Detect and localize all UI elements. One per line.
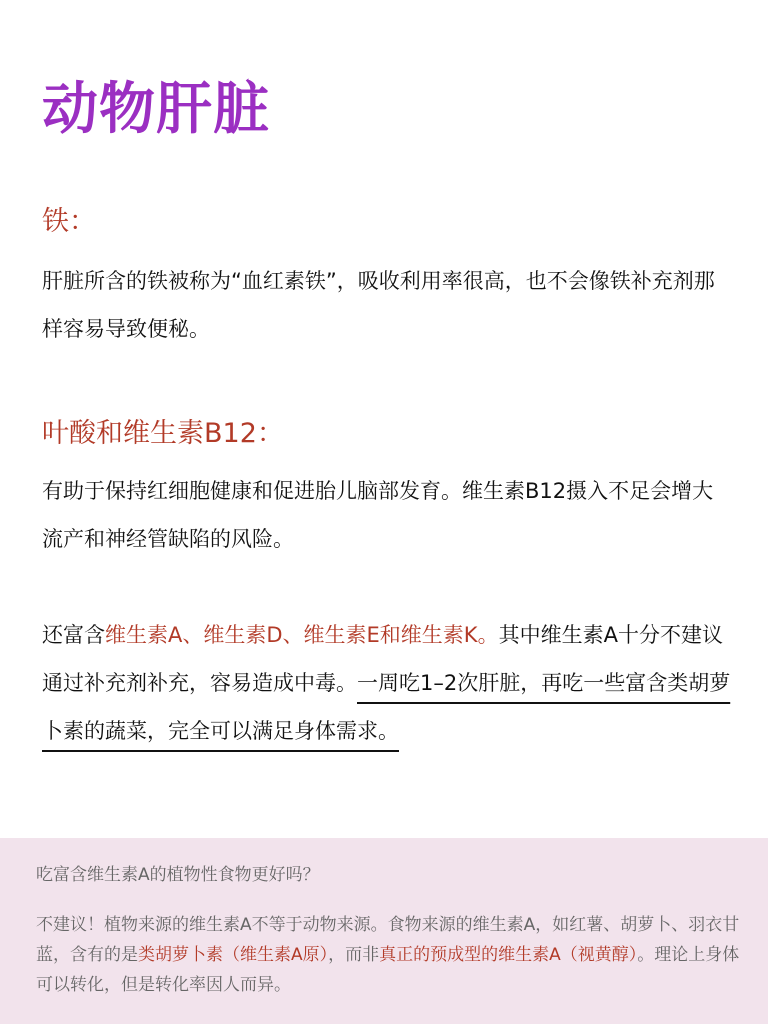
faq-answer-retinol: 真正的预成型的维生素A（视黄醇） xyxy=(379,945,638,965)
vitamins-recommendation: 一周吃1–2次肝脏，再吃一些富含类胡萝卜素的蔬菜，完全可以满足身体需求。 xyxy=(42,671,731,743)
faq-answer-part1: 不建议！植物来源的维生素A不等于动物来源。食物来源的维生素A，如红薯、胡萝卜、羽衣甘蓝，含有的是 xyxy=(36,915,740,965)
folate-b12-heading: 叶酸和维生素B12： xyxy=(42,418,284,449)
faq-answer-part3: 。理论上身体可以转化，但是转化率因人而异。 xyxy=(36,945,740,995)
page-title: 动物肝脏 xyxy=(42,77,270,142)
iron-heading: 铁： xyxy=(42,206,96,237)
vitamins-highlight: 维生素A、维生素D、维生素E和维生素K。 xyxy=(105,623,499,647)
folate-b12-description: 有助于保持红细胞健康和促进胎儿脑部发育。维生素B12摄入不足会增大流产和神经管缺陷的风险。 xyxy=(42,479,714,551)
vitamins-prefix: 还富含 xyxy=(42,623,105,647)
faq-question: 吃富含维生素A的植物性食物更好吗？ xyxy=(36,865,320,885)
vitamins-middle: 其中维生素A十分不建议通过补充剂补充，容易造成中毒。 xyxy=(42,623,723,695)
faq-answer-carotenoid: 类胡萝卜素（维生素A原） xyxy=(138,945,329,965)
faq-answer-part2: ，而非 xyxy=(328,945,380,965)
vitamins-paragraph xyxy=(42,611,732,755)
faq-answer xyxy=(36,910,742,1000)
faq-panel xyxy=(0,838,768,1024)
iron-description: 肝脏所含的铁被称为“血红素铁”，吸收利用率很高，也不会像铁补充剂那样容易导致便秘。 xyxy=(42,269,715,341)
